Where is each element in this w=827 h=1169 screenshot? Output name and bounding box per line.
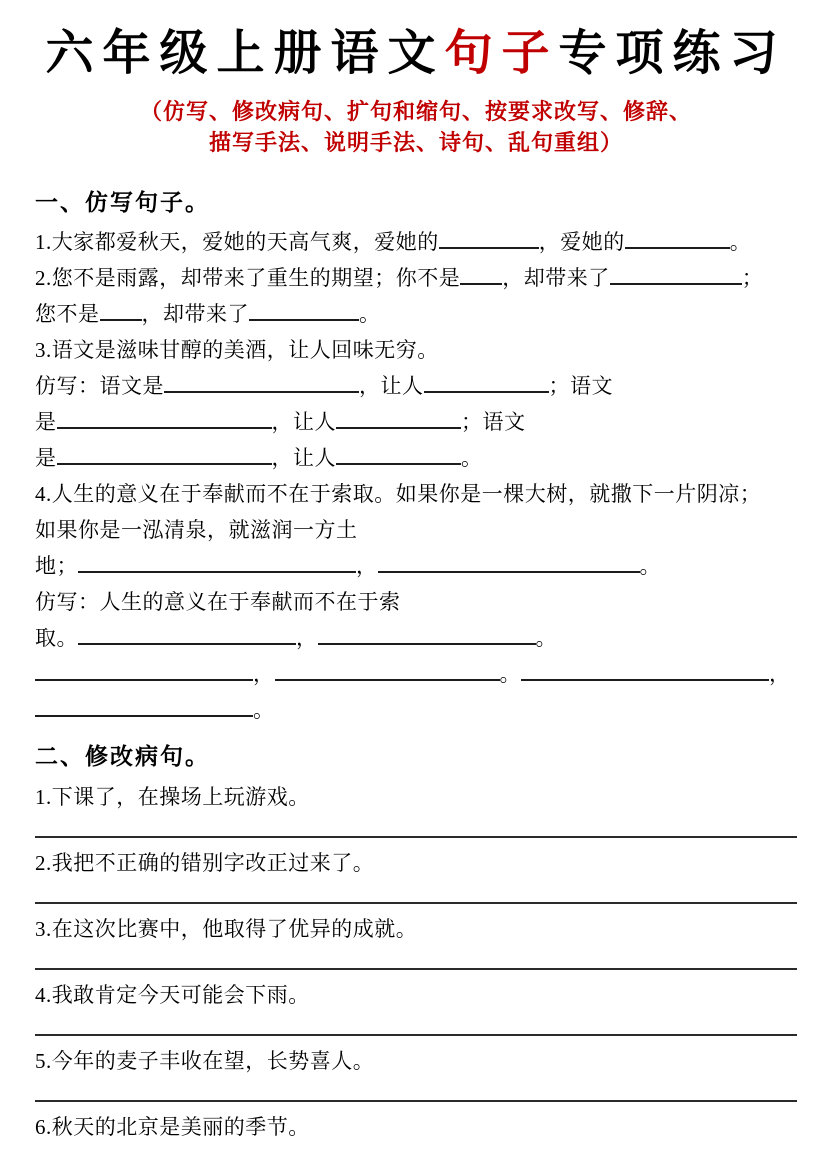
answer-blank bbox=[57, 406, 272, 429]
answer-blank bbox=[275, 658, 500, 681]
question-text: 您不是 bbox=[35, 302, 100, 326]
question-text: ， bbox=[253, 662, 275, 686]
answer-blank bbox=[78, 550, 356, 573]
question-text: ；语文 bbox=[548, 374, 613, 398]
answer-blank bbox=[460, 262, 502, 285]
question-text: 。 bbox=[499, 662, 521, 686]
question-text: 2.您不是雨露，却带来了重生的期望；你不是 bbox=[35, 266, 461, 290]
question-text: ，却带来了 bbox=[141, 302, 249, 326]
subtitle-line: （仿写、修改病句、扩句和缩句、按要求改写、修辞、 bbox=[139, 99, 692, 124]
question-text: 。 bbox=[535, 626, 557, 650]
subtitle-line: 描写手法、说明手法、诗句、乱句重组） bbox=[208, 130, 623, 155]
answer-blank bbox=[35, 694, 253, 717]
section-heading: 一、仿写句子。 bbox=[35, 190, 210, 215]
fill-line bbox=[35, 296, 797, 332]
section-heading: 二、修改病句。 bbox=[35, 744, 210, 769]
question-text: ，让人 bbox=[271, 410, 336, 434]
answer-blank bbox=[78, 622, 296, 645]
answer-blank bbox=[336, 406, 461, 429]
answer-blank bbox=[57, 442, 272, 465]
answer-blank bbox=[378, 550, 640, 573]
question-text: 是 bbox=[35, 410, 57, 434]
answer-line bbox=[35, 968, 797, 970]
question-text: 3.语文是滋味甘醇的美酒，让人回味无穷。 bbox=[35, 338, 439, 362]
question-text: 。 bbox=[729, 230, 752, 254]
question-text: 。 bbox=[359, 302, 381, 326]
question-text: ， bbox=[769, 662, 791, 686]
question-text: 6.秋天的北京是美丽的季节。 bbox=[35, 1115, 310, 1139]
question-text: ，爱她的 bbox=[538, 230, 625, 254]
worksheet-content bbox=[35, 188, 797, 1141]
answer-line bbox=[35, 1034, 797, 1036]
answer-blank bbox=[164, 370, 359, 393]
answer-line bbox=[35, 1100, 797, 1102]
fill-line bbox=[35, 224, 797, 260]
question-text: 地； bbox=[35, 554, 78, 578]
question-text: 3.在这次比赛中，他取得了优异的成就。 bbox=[35, 917, 418, 941]
question-text: 4.我敢肯定今天可能会下雨。 bbox=[35, 983, 310, 1007]
worksheet-subtitle bbox=[35, 96, 797, 158]
title-segment: 六年级上册语文 bbox=[45, 27, 445, 80]
title-segment: 专项练习 bbox=[558, 27, 787, 80]
fill-line bbox=[35, 584, 797, 620]
fill-line bbox=[35, 332, 797, 368]
question-text: 2.我把不正确的错别字改正过来了。 bbox=[35, 851, 375, 875]
question-text: ， bbox=[356, 554, 378, 578]
question-text: ，让人 bbox=[359, 374, 424, 398]
question-text: 仿写：语文是 bbox=[35, 374, 164, 398]
question-text: 5.今年的麦子丰收在望，长势喜人。 bbox=[35, 1049, 375, 1073]
question-text: 1.下课了，在操场上玩游戏。 bbox=[35, 785, 310, 809]
question-text: ； bbox=[741, 266, 764, 290]
fill-line bbox=[35, 476, 797, 512]
answer-blank bbox=[336, 442, 461, 465]
fill-line bbox=[35, 440, 797, 476]
fill-line bbox=[35, 548, 797, 584]
question-text: 如果你是一泓清泉，就滋润一方土 bbox=[35, 518, 358, 542]
fill-line bbox=[35, 404, 797, 440]
question-text: ，让人 bbox=[271, 446, 336, 470]
fill-line bbox=[35, 692, 797, 728]
answer-line bbox=[35, 902, 797, 904]
worksheet-title bbox=[35, 24, 797, 84]
question-text: 取。 bbox=[35, 626, 78, 650]
answer-blank bbox=[35, 658, 253, 681]
question-text: 4.人生的意义在于奉献而不在于索取。如果你是一棵大树，就撒下一片阴凉； bbox=[35, 482, 762, 506]
answer-blank bbox=[625, 226, 730, 249]
fill-line bbox=[35, 512, 797, 548]
answer-blank bbox=[610, 262, 742, 285]
fill-line bbox=[35, 368, 797, 404]
title-segment: 句子 bbox=[444, 27, 559, 80]
answer-blank bbox=[100, 298, 142, 321]
question-text: 。 bbox=[253, 698, 275, 722]
question-text: 1.大家都爱秋天，爱她的天高气爽，爱她的 bbox=[35, 230, 439, 254]
fill-line bbox=[35, 260, 797, 296]
question-text: ，却带来了 bbox=[502, 266, 610, 290]
question-text: ， bbox=[296, 626, 318, 650]
answer-blank bbox=[439, 226, 539, 249]
fill-line bbox=[35, 656, 797, 692]
question-text: 仿写：人生的意义在于奉献而不在于索 bbox=[35, 590, 401, 614]
answer-line bbox=[35, 836, 797, 838]
question-text: 。 bbox=[461, 446, 483, 470]
answer-blank bbox=[521, 658, 769, 681]
question-text: 。 bbox=[639, 554, 661, 578]
answer-blank bbox=[249, 298, 359, 321]
question-text: ；语文 bbox=[461, 410, 526, 434]
question-text: 是 bbox=[35, 446, 57, 470]
answer-blank bbox=[318, 622, 536, 645]
answer-blank bbox=[424, 370, 549, 393]
fill-line bbox=[35, 620, 797, 656]
